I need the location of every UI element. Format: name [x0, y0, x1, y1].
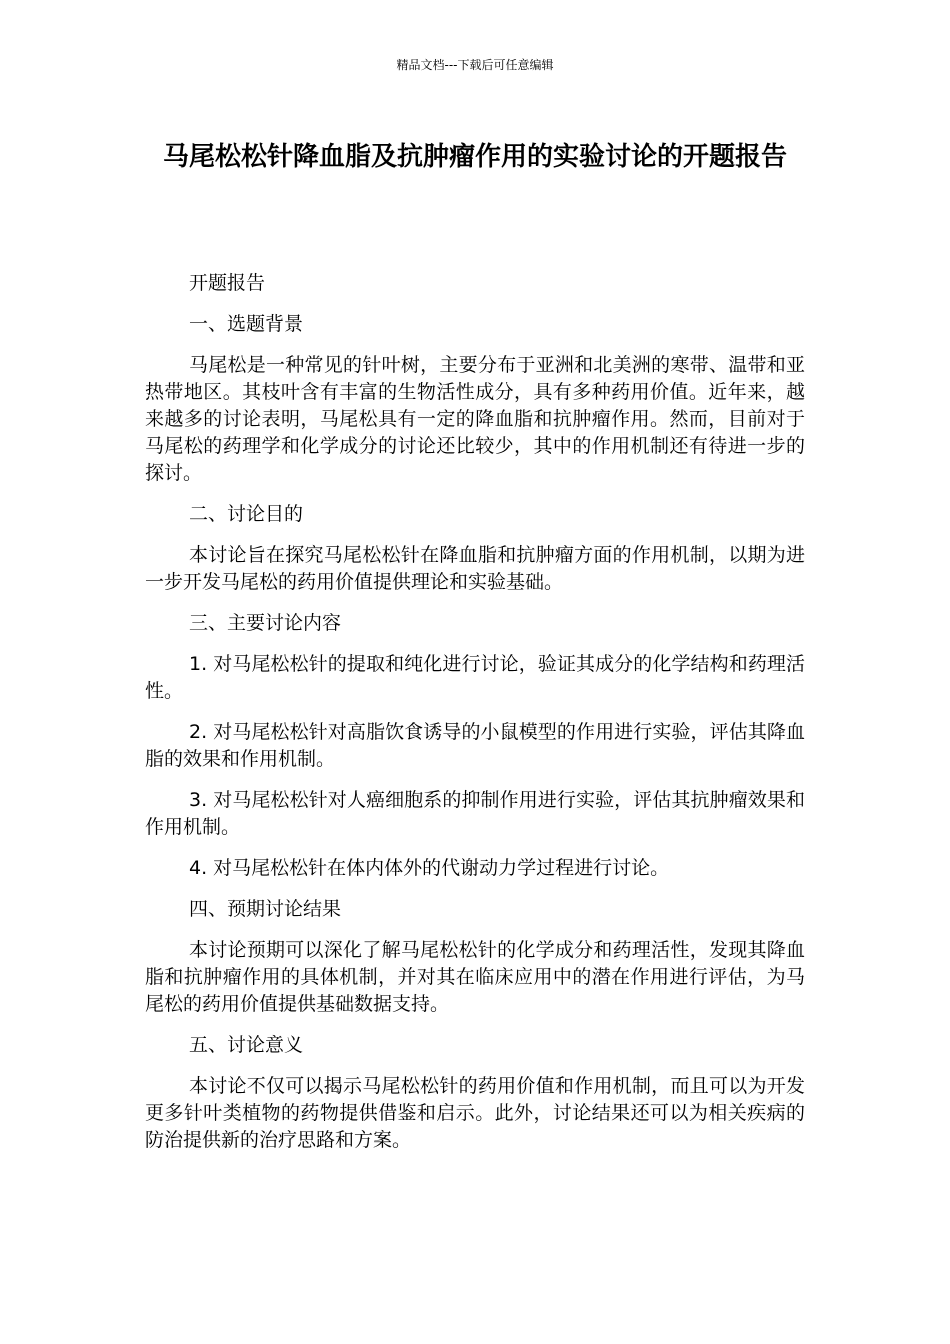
- paragraph-purpose: 本讨论旨在探究马尾松松针在降血脂和抗肿瘤方面的作用机制，以期为进一步开发马尾松的药用价值提供理论和实验基础。: [145, 544, 805, 593]
- page-header: 精品文档---下载后可任意编辑: [396, 58, 554, 72]
- paragraph-significance: 本讨论不仅可以揭示马尾松松针的药用价值和作用机制，而且可以为开发更多针叶类植物的药物提供借鉴和启示。此外，讨论结果还可以为相关疾病的防治提供新的治疗思路和方案。: [145, 1075, 805, 1151]
- list-item-content-1: 1. 对马尾松松针的提取和纯化进行讨论，验证其成分的化学结构和药理活性。: [145, 653, 805, 702]
- section-heading-purpose: 二、讨论目的: [189, 503, 304, 525]
- paragraph-expected-results: 本讨论预期可以深化了解马尾松松针的化学成分和药理活性，发现其降血脂和抗肿瘤作用的具体机制，并对其在临床应用中的潜在作用进行评估，为马尾松的药用价值提供基础数据支持。: [145, 939, 805, 1015]
- section-heading-expected-results: 四、预期讨论结果: [189, 898, 342, 920]
- section-heading-content: 三、主要讨论内容: [189, 612, 342, 634]
- list-item-content-2: 2. 对马尾松松针对高脂饮食诱导的小鼠模型的作用进行实验，评估其降血脂的效果和作用机制。: [145, 721, 805, 770]
- paragraph-report-label: 开题报告: [189, 272, 266, 294]
- paragraph-background: 马尾松是一种常见的针叶树，主要分布于亚洲和北美洲的寒带、温带和亚热带地区。其枝叶含有丰富的生物活性成分，具有多种药用价值。近年来，越来越多的讨论表明，马尾松具有一定的降血脂和抗肿瘤作用。然而，目前对于马尾松的药理学和化学成分的讨论还比较少，其中的作用机制还有待进一步的探讨。: [145, 354, 805, 484]
- list-item-content-3: 3. 对马尾松松针对人癌细胞系的抑制作用进行实验，评估其抗肿瘤效果和作用机制。: [145, 789, 805, 838]
- document-title: 马尾松松针降血脂及抗肿瘤作用的实验讨论的开题报告: [162, 142, 787, 172]
- list-item-content-4: 4. 对马尾松松针在体内体外的代谢动力学过程进行讨论。: [189, 857, 670, 879]
- section-heading-significance: 五、讨论意义: [189, 1034, 304, 1056]
- document-body: [145, 270, 805, 1168]
- section-heading-background: 一、选题背景: [189, 313, 304, 335]
